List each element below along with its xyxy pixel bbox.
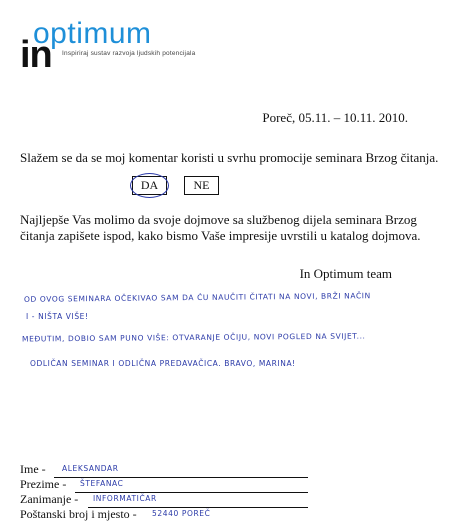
ime-value[interactable]: ALEKSANDAR: [62, 464, 119, 473]
posta-value[interactable]: 52440 POREČ: [152, 509, 211, 518]
request-line-2: čitanja zapišete ispod, kako bismo Vaše impresije uvrstili u katalog dojmova.: [20, 228, 421, 243]
ime-label: Ime -: [20, 462, 46, 476]
comment-line-2: I - NIŠTA VIŠE!: [26, 312, 89, 321]
prezime-line: [75, 492, 308, 493]
selected-circle-mark: [130, 173, 169, 198]
place-date: Poreč, 05.11. – 10.11. 2010.: [262, 110, 408, 125]
no-box[interactable]: [184, 176, 219, 195]
team-signature: In Optimum team: [299, 266, 392, 281]
zanimanje-label: Zanimanje -: [20, 492, 79, 506]
logo-tagline: Inspiriraj sustav razvoja ljudskih potencijala: [62, 50, 196, 57]
no-label: NE: [193, 178, 210, 192]
yes-label: DA: [140, 178, 159, 192]
posta-label: Poštanski broj i mjesto -: [20, 507, 137, 521]
zanimanje-value[interactable]: INFORMATIČAR: [93, 494, 157, 503]
consent-statement: Slažem se da se moj komentar koristi u svrhu promocije seminara Brzog čitanja.: [20, 150, 439, 165]
ime-line: [54, 477, 308, 478]
comment-line-3: MEĐUTIM, DOBIO SAM PUNO VIŠE: OTVARANJE OČIJU, NOVI POGLED NA SVIJET...: [21, 331, 366, 344]
logo-optimum: optimum: [33, 17, 152, 50]
comment-line-4: ODLIČAN SEMINAR I ODLIČNA PREDAVAČICA. BRAVO, MARINA!: [30, 359, 296, 368]
logo-in: in: [20, 34, 52, 76]
comment-line-1: OD OVOG SEMINARA OČEKIVAO SAM DA ĆU NAUČITI ČITATI NA NOVI, BRŽI NAČIN: [23, 291, 371, 304]
prezime-value[interactable]: ŠTEFANAC: [80, 479, 124, 488]
request-line-1: Najljepše Vas molimo da svoje dojmove sa službenog dijela seminara Brzog: [20, 212, 417, 227]
prezime-label: Prezime -: [20, 477, 67, 491]
